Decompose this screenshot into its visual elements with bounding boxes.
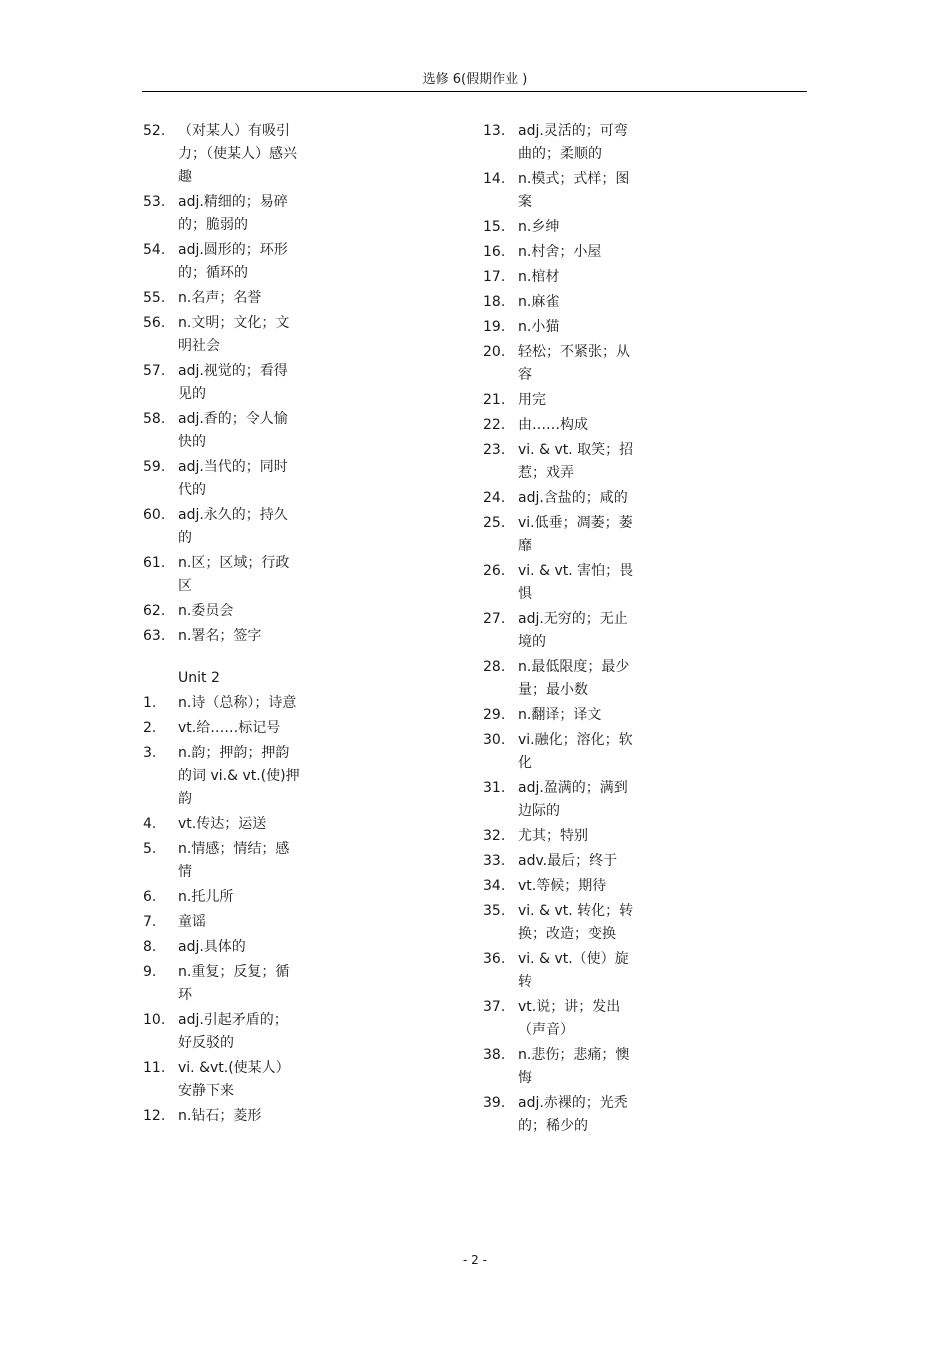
vocab-entry (483, 120, 683, 166)
vocab-entry (483, 487, 683, 510)
vocab-entry (483, 996, 683, 1042)
vocab-entry (143, 239, 343, 285)
vocab-entry (483, 389, 683, 412)
vocab-entry (483, 560, 683, 606)
entry-number: 35. (483, 903, 506, 919)
entry-definition: 用完 (518, 392, 546, 408)
entry-definition: adj.香的；令人愉快的 (178, 411, 288, 450)
entry-definition: n.乡绅 (518, 219, 560, 235)
entry-number: 28. (483, 659, 506, 675)
vocab-entry (483, 241, 683, 264)
entry-number: 7. (143, 914, 157, 930)
entry-definition: n.最低限度；最少量；最小数 (518, 659, 630, 698)
vocab-entry (143, 191, 343, 237)
vocab-entry (143, 717, 343, 740)
vocab-entry (483, 414, 683, 437)
entry-number: 1. (143, 695, 157, 711)
entry-definition: adj.含盐的；咸的 (518, 490, 628, 506)
entry-number: 20. (483, 344, 506, 360)
entry-definition: vi. & vt. 转化；转换；改造；变换 (518, 903, 634, 942)
entry-number: 10. (143, 1012, 166, 1028)
vocab-entry (143, 1105, 343, 1128)
vocab-entry (483, 875, 683, 898)
vocab-entry (143, 408, 343, 454)
vocab-entry (143, 692, 343, 715)
entry-definition: n.悲伤；悲痛；懊悔 (518, 1047, 630, 1086)
entry-definition: vi.低垂；凋萎；萎靡 (518, 515, 633, 554)
entry-number: 15. (483, 219, 506, 235)
entry-number: 3. (143, 745, 157, 761)
entry-definition: adj.当代的；同时代的 (178, 459, 288, 498)
entry-number: 59. (143, 459, 166, 475)
entry-number: 27. (483, 611, 506, 627)
vocab-list-unit1 (143, 120, 343, 648)
vocab-entry (483, 656, 683, 702)
entry-definition: n.翻译；译文 (518, 707, 602, 723)
entry-number: 18. (483, 294, 506, 310)
entry-definition: n.钻石；菱形 (178, 1108, 262, 1124)
left-column (143, 120, 343, 1130)
vocab-entry (483, 1044, 683, 1090)
entry-number: 52. (143, 123, 166, 139)
entry-number: 9. (143, 964, 157, 980)
entry-definition: 尤其；特别 (518, 828, 588, 844)
entry-number: 53. (143, 194, 166, 210)
vocab-entry (143, 504, 343, 550)
vocab-entry (483, 777, 683, 823)
vocab-entry (483, 341, 683, 387)
entry-definition: n.棺材 (518, 269, 560, 285)
entry-definition: n.托儿所 (178, 889, 234, 905)
page-header-title: 选修 6(假期作业 ) (422, 72, 528, 87)
entry-definition: adj.具体的 (178, 939, 246, 955)
entry-number: 8. (143, 939, 157, 955)
entry-number: 58. (143, 411, 166, 427)
vocab-entry (143, 312, 343, 358)
vocab-entry (143, 838, 343, 884)
vocab-entry (143, 456, 343, 502)
entry-number: 56. (143, 315, 166, 331)
entry-number: 30. (483, 732, 506, 748)
entry-number: 17. (483, 269, 506, 285)
entry-definition: n.小猫 (518, 319, 560, 335)
entry-definition: 轻松；不紧张；从容 (518, 344, 630, 383)
entry-number: 6. (143, 889, 157, 905)
entry-definition: adj.赤裸的；光秃的；稀少的 (518, 1095, 628, 1134)
entry-number: 61. (143, 555, 166, 571)
entry-number: 26. (483, 563, 506, 579)
entry-definition: adj.无穷的；无止境的 (518, 611, 628, 650)
entry-number: 63. (143, 628, 166, 644)
entry-definition: 由……构成 (518, 417, 588, 433)
vocab-entry (483, 729, 683, 775)
entry-number: 22. (483, 417, 506, 433)
vocab-list-unit2 (143, 692, 343, 1128)
header-divider (142, 91, 807, 92)
entry-definition: n.模式；式样；图案 (518, 171, 630, 210)
entry-definition: adv.最后；终于 (518, 853, 618, 869)
vocab-entry (483, 825, 683, 848)
entry-number: 23. (483, 442, 506, 458)
vocab-entry (143, 813, 343, 836)
entry-definition: n.韵；押韵；押韵的词 vi.& vt.(使)押韵 (178, 745, 300, 807)
vocab-entry (483, 316, 683, 339)
entry-number: 54. (143, 242, 166, 258)
entry-definition: vi. & vt. 害怕；畏惧 (518, 563, 634, 602)
entry-definition: n.诗（总称）；诗意 (178, 695, 297, 711)
vocab-entry (143, 886, 343, 909)
entry-number: 14. (483, 171, 506, 187)
entry-number: 38. (483, 1047, 506, 1063)
entry-definition: adj.圆形的；环形的；循环的 (178, 242, 288, 281)
entry-number: 32. (483, 828, 506, 844)
entry-number: 21. (483, 392, 506, 408)
entry-number: 12. (143, 1108, 166, 1124)
entry-definition: adj.永久的；持久的 (178, 507, 288, 546)
vocab-entry (143, 961, 343, 1007)
entry-definition: adj.盈满的；满到边际的 (518, 780, 628, 819)
entry-definition: vt.传达；运送 (178, 816, 267, 832)
entry-definition: adj.精细的；易碎的；脆弱的 (178, 194, 288, 233)
vocab-entry (143, 911, 343, 934)
entry-definition: adj.灵活的；可弯曲的；柔顺的 (518, 123, 628, 162)
vocab-entry (483, 704, 683, 727)
entry-number: 31. (483, 780, 506, 796)
entry-number: 16. (483, 244, 506, 260)
vocab-entry (483, 900, 683, 946)
entry-number: 60. (143, 507, 166, 523)
entry-number: 5. (143, 841, 157, 857)
entry-number: 57. (143, 363, 166, 379)
entry-definition: （对某人）有吸引力；（使某人）感兴趣 (178, 123, 297, 185)
vocab-entry (483, 439, 683, 485)
entry-number: 34. (483, 878, 506, 894)
entry-definition: n.麻雀 (518, 294, 560, 310)
vocab-entry (483, 216, 683, 239)
entry-definition: vt.说；讲；发出（声音） (518, 999, 621, 1038)
entry-definition: vt.给……标记号 (178, 720, 281, 736)
vocab-entry (483, 948, 683, 994)
entry-number: 13. (483, 123, 506, 139)
vocab-list-unit2-continued (483, 120, 683, 1138)
entry-number: 37. (483, 999, 506, 1015)
vocab-entry (483, 850, 683, 873)
vocab-entry (143, 936, 343, 959)
vocab-entry (143, 625, 343, 648)
entry-number: 62. (143, 603, 166, 619)
page-number: - 2 - (463, 1253, 487, 1267)
entry-number: 19. (483, 319, 506, 335)
vocab-entry (143, 600, 343, 623)
vocab-entry (483, 1092, 683, 1138)
entry-definition: vi.融化；溶化；软化 (518, 732, 633, 771)
vocab-entry (143, 742, 343, 811)
vocab-entry (143, 287, 343, 310)
entry-number: 4. (143, 816, 157, 832)
entry-definition: adj.视觉的；看得见的 (178, 363, 288, 402)
entry-definition: adj.引起矛盾的；好反驳的 (178, 1012, 288, 1051)
entry-definition: n.村舍；小屋 (518, 244, 602, 260)
vocab-entry (483, 168, 683, 214)
entry-definition: vi. & vt.（使）旋转 (518, 951, 629, 990)
entry-definition: vi. &vt.(使某人）安静下来 (178, 1060, 290, 1099)
entry-number: 25. (483, 515, 506, 531)
entry-definition: n.委员会 (178, 603, 234, 619)
vocab-entry (143, 1057, 343, 1103)
vocab-entry (483, 291, 683, 314)
entry-number: 29. (483, 707, 506, 723)
entry-definition: vt.等候；期待 (518, 878, 607, 894)
entry-definition: n.署名；签字 (178, 628, 262, 644)
entry-number: 11. (143, 1060, 166, 1076)
entry-definition: n.区；区域；行政区 (178, 555, 290, 594)
vocab-entry (143, 120, 343, 189)
entry-number: 2. (143, 720, 157, 736)
entry-number: 39. (483, 1095, 506, 1111)
vocab-entry (483, 266, 683, 289)
vocab-entry (143, 1009, 343, 1055)
vocab-entry (483, 608, 683, 654)
entry-number: 24. (483, 490, 506, 506)
vocab-entry (143, 552, 343, 598)
entry-number: 36. (483, 951, 506, 967)
vocab-entry (143, 360, 343, 406)
right-column (483, 120, 683, 1140)
entry-definition: n.重复；反复；循环 (178, 964, 290, 1003)
entry-definition: n.文明；文化；文明社会 (178, 315, 290, 354)
unit-heading: Unit 2 (178, 670, 220, 686)
vocab-entry (483, 512, 683, 558)
entry-definition: n.名声；名誉 (178, 290, 262, 306)
entry-definition: vi. & vt. 取笑；招惹；戏弄 (518, 442, 634, 481)
entry-definition: n.情感；情结；感情 (178, 841, 290, 880)
entry-number: 33. (483, 853, 506, 869)
entry-definition: 童谣 (178, 914, 206, 930)
entry-number: 55. (143, 290, 166, 306)
